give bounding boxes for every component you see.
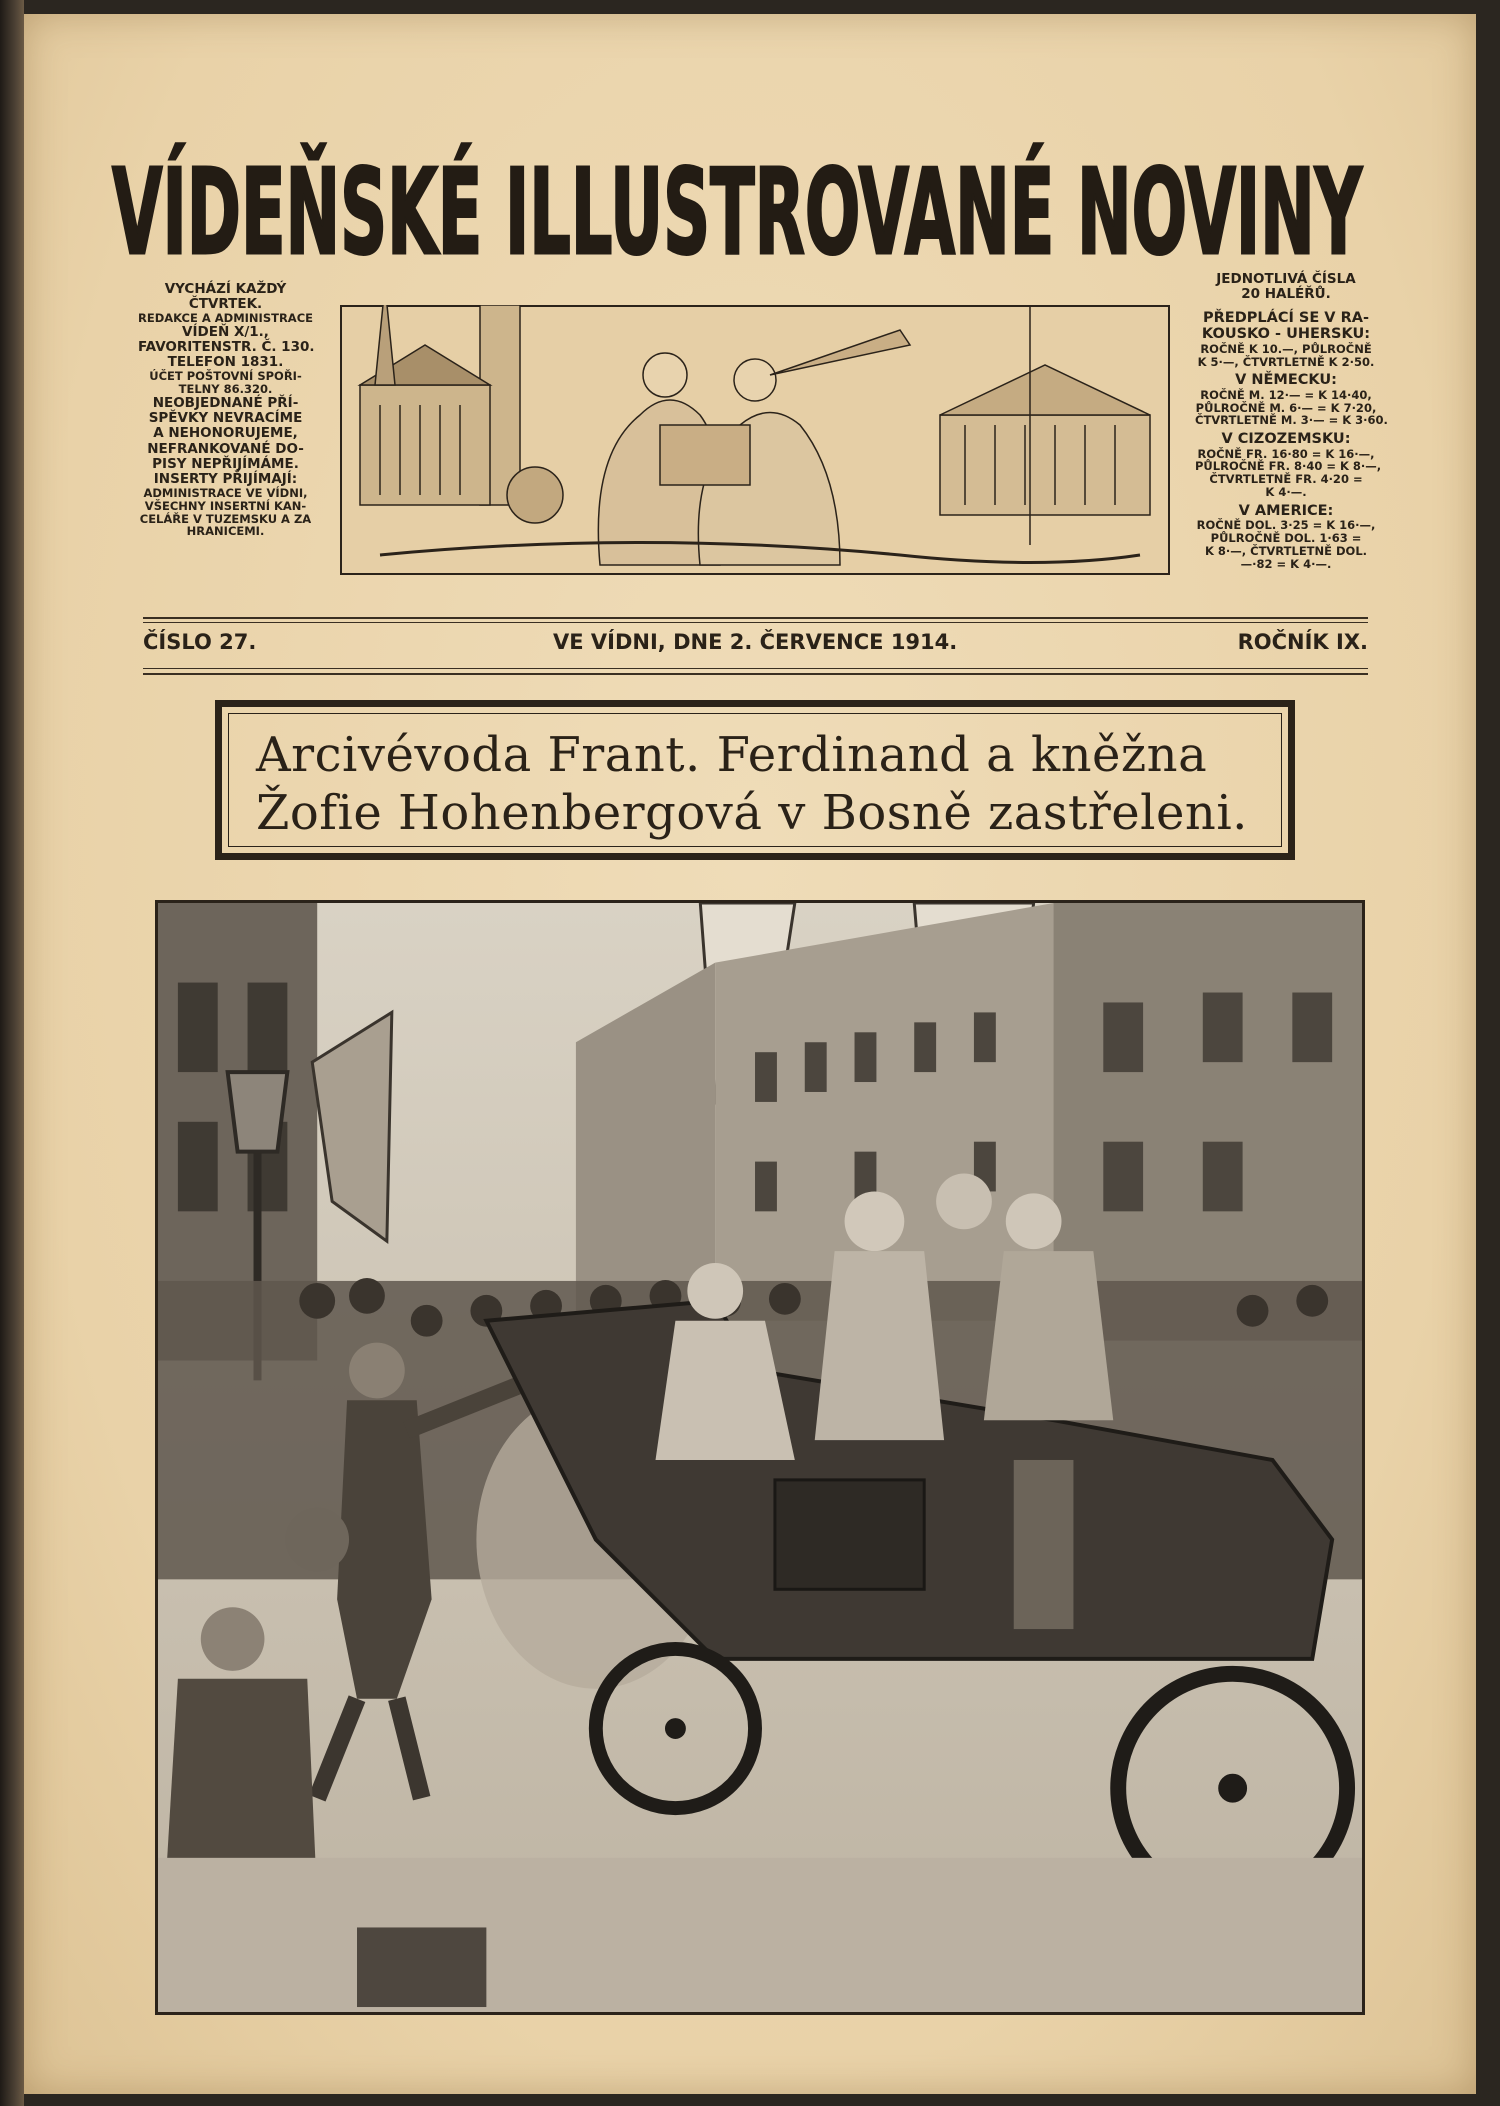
right-line: PŮLROČNĚ M. 6·— = K 7·20, [1195, 400, 1377, 415]
left-line: NEOBJEDNANÉ PŘÍ- [152, 395, 299, 412]
masthead-svg [105, 115, 1370, 290]
right-line: V AMERICE: [1238, 503, 1334, 520]
left-line: INSERTY PŘIJÍMAJÍ: [153, 470, 298, 487]
left-line: A NEHONORUJEME, [153, 425, 298, 442]
right-line: V NĚMECKU: [1235, 372, 1337, 389]
left-line: SPĚVKY NEVRACÍME [148, 410, 303, 427]
left-line: ÚČET POŠTOVNÍ SPOŘI- [149, 369, 302, 384]
masthead-vignette [340, 305, 1170, 575]
top-rule-thin [143, 622, 1368, 623]
top-rule [143, 617, 1368, 619]
left-line: REDAKCE A ADMINISTRACE [138, 311, 314, 326]
left-line: ČTVRTEK. [188, 296, 263, 313]
right-line: K 8·—, ČTVRTLETNĚ DOL. [1204, 544, 1368, 559]
right-line: ROČNĚ M. 12·— = K 14·40, [1200, 387, 1372, 402]
left-line: ADMINISTRACE VE VÍDNI, [143, 485, 308, 500]
bottom-rule [143, 673, 1368, 675]
right-line: V CIZOZEMSKU: [1221, 431, 1351, 448]
right-line: KOUSKO - UHERSKU: [1201, 326, 1371, 343]
right-line: K 5·—, ČTVRTLETNĚ K 2·50. [1197, 354, 1375, 369]
left-line: TELEFON 1831. [167, 354, 284, 371]
headline-box [215, 700, 1295, 860]
right-line: —·82 = K 4·—. [1240, 556, 1332, 571]
bottom-rule-thin [143, 668, 1368, 669]
volume-number: ROČNÍK IX. [1237, 630, 1368, 654]
right-line: PŮLROČNĚ FR. 8·40 = K 8·—, [1195, 459, 1382, 474]
left-line: HRANICEMI. [186, 524, 265, 539]
book-binding [0, 0, 24, 2106]
illustration-svg [158, 903, 1362, 2012]
right-line: ROČNĚ DOL. 3·25 = K 16·—, [1196, 518, 1376, 533]
right-line: ČTVRTLETNĚ M. 3·— = K 3·60. [1195, 413, 1388, 428]
right-line: PŘEDPLÁCÍ SE V RA- [1203, 310, 1369, 327]
right-line: ROČNĚ K 10.—, PŮLROČNĚ [1200, 341, 1372, 356]
left-line: CELÁŘE V TUZEMSKU A ZA [139, 511, 312, 526]
masthead-title: VÍDEŇSKÉ ILLUSTROVANÉ NOVINY [112, 143, 1363, 281]
dateline [143, 630, 1368, 660]
left-info-column [138, 282, 313, 538]
masthead [105, 115, 1370, 290]
cobblestone-street [158, 1858, 1362, 2012]
vignette-illustration [340, 305, 1170, 575]
left-line: VÍDEŇ X/1., [182, 324, 269, 341]
drain-grate [357, 1927, 486, 2007]
left-line: FAVORITENSTR. Č. 130. [138, 339, 315, 356]
right-line: K 4·—. [1265, 485, 1307, 500]
right-line: 20 HALÉŘŮ. [1241, 286, 1331, 303]
right-info-column [1195, 271, 1388, 571]
right-line: PŮLROČNĚ DOL. 1·63 = [1210, 531, 1362, 546]
right-line: ČTVRTLETNĚ FR. 4·20 = [1209, 472, 1363, 487]
right-line: ROČNĚ FR. 16·80 = K 16·—, [1197, 446, 1375, 461]
assassination-illustration [155, 900, 1365, 2015]
issue-number: ČÍSLO 27. [143, 630, 257, 654]
left-line: VYCHÁZÍ KAŽDÝ [164, 281, 287, 297]
place-date: VE VÍDNI, DNE 2. ČERVENCE 1914. [553, 630, 958, 654]
headline-line-1: Arcivévoda Frant. Ferdinand a kněžna [256, 727, 1208, 783]
left-line: PISY NEPŘIJÍMÁME. [152, 455, 299, 472]
left-line: NEFRANKOVANÉ DO- [147, 440, 304, 457]
headline-line-2: Žofie Hohenbergová v Bosně zastřeleni. [256, 785, 1248, 841]
left-line: VŠECHNY INSERTNÍ KAN- [144, 498, 307, 513]
right-line: JEDNOTLIVÁ ČÍSLA [1216, 271, 1356, 287]
left-line: TELNY 86.320. [178, 382, 273, 397]
